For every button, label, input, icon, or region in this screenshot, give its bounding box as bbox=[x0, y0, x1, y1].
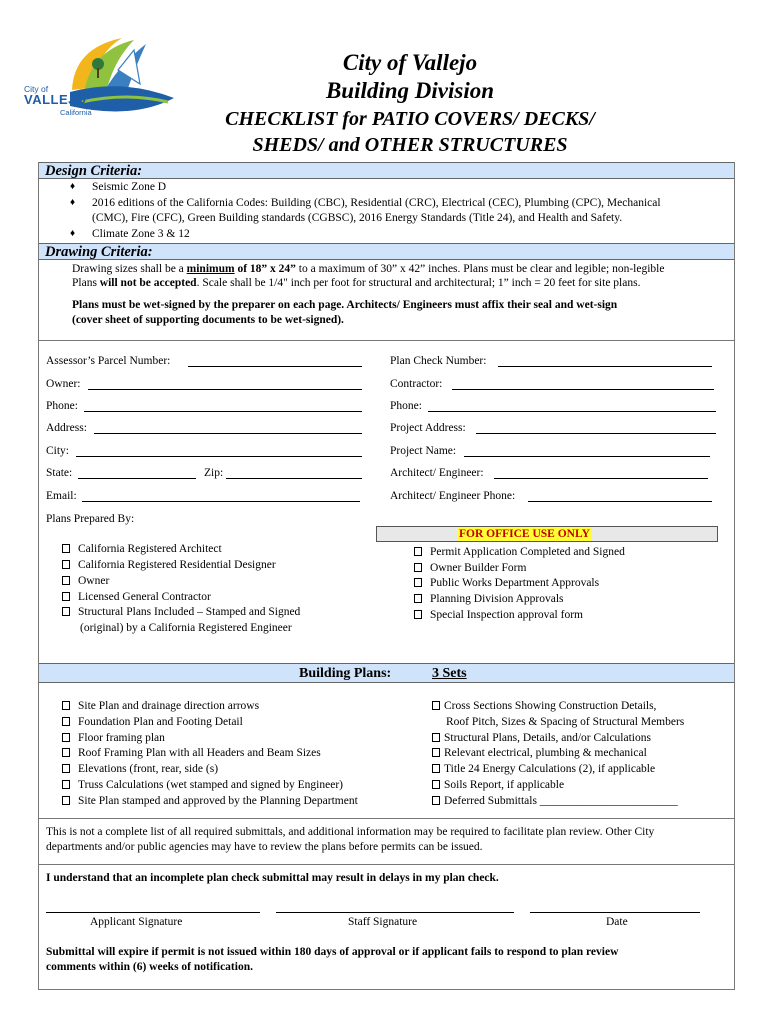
phone-input[interactable] bbox=[84, 411, 362, 412]
plans-item-label: Soils Report, if applicable bbox=[444, 779, 565, 791]
plans-item-label: Title 24 Energy Calculations (2), if applicable bbox=[444, 763, 656, 775]
checkbox[interactable] bbox=[62, 576, 70, 585]
checkbox[interactable] bbox=[62, 592, 70, 601]
plans-item[interactable] bbox=[62, 778, 343, 792]
drawing-emphasis: will not be accepted bbox=[99, 277, 197, 289]
prepared-option-label: Structural Plans Included – Stamped and Signed bbox=[78, 606, 301, 618]
office-item[interactable] bbox=[414, 608, 583, 622]
plans-item[interactable] bbox=[432, 731, 651, 745]
prepared-option[interactable] bbox=[62, 574, 109, 588]
plans-item[interactable] bbox=[62, 699, 259, 713]
office-use-heading: FOR OFFICE USE ONLY bbox=[459, 528, 590, 540]
checkbox[interactable] bbox=[414, 594, 422, 603]
section-divider bbox=[39, 340, 734, 341]
plans-item-cont: Roof Pitch, Sizes & Spacing of Structural Members bbox=[446, 716, 685, 728]
building-plans-sets: 3 Sets bbox=[432, 666, 467, 681]
design-criteria-heading: Design Criteria: bbox=[45, 163, 143, 179]
prepared-option[interactable] bbox=[62, 558, 276, 572]
field-label-project-address: Project Address: bbox=[390, 422, 466, 434]
office-item-label: Public Works Department Approvals bbox=[430, 577, 600, 589]
checkbox[interactable] bbox=[432, 748, 440, 757]
contractor-phone-input[interactable] bbox=[428, 411, 716, 412]
drawing-criteria-band bbox=[39, 243, 734, 260]
prepared-option-cont: (original) by a California Registered Engineer bbox=[80, 622, 292, 634]
checkbox[interactable] bbox=[62, 560, 70, 569]
header-division: Building Division bbox=[325, 78, 495, 103]
plans-item-label: Site Plan stamped and approved by the Planning Department bbox=[78, 795, 358, 807]
architect-phone-input[interactable] bbox=[528, 501, 712, 502]
checkbox[interactable] bbox=[414, 547, 422, 556]
office-item[interactable] bbox=[414, 545, 625, 559]
wet-sign-note: Plans must be wet-signed by the preparer on each page. Architects/ Engineers must affix their seal and wet-sign bbox=[72, 299, 618, 311]
plans-item[interactable] bbox=[432, 794, 678, 808]
logo-california: California bbox=[60, 108, 92, 117]
design-item: Climate Zone 3 & 12 bbox=[92, 228, 190, 240]
project-address-input[interactable] bbox=[476, 433, 716, 434]
understand-statement: I understand that an incomplete plan check submittal may result in delays in my plan check. bbox=[46, 872, 499, 884]
plans-item-label: Cross Sections Showing Construction Details, bbox=[444, 700, 657, 712]
plans-item[interactable] bbox=[62, 731, 165, 745]
notice-text: This is not a complete list of all required submittals, and additional information may be required to facilitate plan review. Other City bbox=[46, 826, 655, 838]
field-label-city: City: bbox=[46, 445, 70, 457]
state-input[interactable] bbox=[78, 478, 196, 479]
bullet-diamond: ♦ bbox=[70, 197, 76, 208]
checkbox[interactable] bbox=[432, 780, 440, 789]
field-label-zip: Zip: bbox=[204, 467, 224, 479]
city-logo bbox=[22, 30, 182, 122]
parcel-number-input[interactable] bbox=[188, 366, 362, 367]
drawing-criteria-heading: Drawing Criteria: bbox=[45, 244, 153, 260]
applicant-signature-line[interactable] bbox=[46, 912, 260, 913]
office-item-label: Planning Division Approvals bbox=[430, 593, 564, 605]
bullet-diamond: ♦ bbox=[70, 228, 76, 239]
design-item: 2016 editions of the California Codes: Building (CBC), Residential (CRC), Electrical (CEC), Plumbing (CPC), Mechanical bbox=[92, 197, 661, 209]
address-input[interactable] bbox=[94, 433, 362, 434]
checkbox[interactable] bbox=[414, 578, 422, 587]
office-item-label: Owner Builder Form bbox=[430, 562, 527, 574]
checkbox[interactable] bbox=[414, 610, 422, 619]
staff-signature-line[interactable] bbox=[276, 912, 514, 913]
field-label-owner: Owner: bbox=[46, 378, 81, 390]
plans-item[interactable] bbox=[432, 778, 564, 792]
drawing-text: to a maximum of 30” x 42” inches. Plans must be clear and legible; non-legible bbox=[295, 263, 665, 275]
plans-item-label: Floor framing plan bbox=[78, 732, 165, 744]
checkbox[interactable] bbox=[62, 733, 70, 742]
plans-item-label: Structural Plans, Details, and/or Calculations bbox=[444, 732, 651, 744]
contractor-input[interactable] bbox=[452, 389, 714, 390]
plans-item[interactable] bbox=[62, 762, 218, 776]
checkbox[interactable] bbox=[62, 764, 70, 773]
drawing-text: Plans bbox=[72, 277, 100, 289]
email-input[interactable] bbox=[82, 501, 360, 502]
office-use-box bbox=[376, 526, 718, 542]
plans-item-label: Relevant electrical, plumbing & mechanical bbox=[444, 747, 647, 759]
notice-text-cont: departments and/or public agencies may have to review the plans before permits can be issued. bbox=[46, 841, 483, 853]
field-label-architect-phone: Architect/ Engineer Phone: bbox=[390, 490, 516, 502]
project-name-input[interactable] bbox=[464, 456, 710, 457]
zip-input[interactable] bbox=[226, 478, 362, 479]
plans-item[interactable] bbox=[62, 794, 358, 808]
bullet-diamond: ♦ bbox=[70, 181, 76, 192]
header-city: City of Vallejo bbox=[342, 50, 478, 75]
header-checklist-title: CHECKLIST for PATIO COVERS/ DECKS/ bbox=[225, 108, 595, 130]
drawing-size: of 18” x 24” bbox=[234, 263, 296, 275]
prepared-option[interactable] bbox=[62, 590, 211, 604]
drawing-text: . Scale shall be 1/4" inch per foot for structural and architectural; 1” inch = 20 feet for site plans. bbox=[196, 277, 641, 289]
drawing-emphasis: minimum bbox=[186, 263, 235, 275]
plans-item[interactable] bbox=[432, 762, 655, 776]
prepared-option-label: California Registered Residential Designer bbox=[78, 559, 276, 571]
drawing-text: Drawing sizes shall be a bbox=[72, 263, 187, 275]
wet-sign-note-cont: (cover sheet of supporting documents to be wet-signed). bbox=[72, 314, 344, 326]
prepared-option-label: Licensed General Contractor bbox=[78, 591, 211, 603]
field-label-contractor-phone: Phone: bbox=[390, 400, 422, 412]
building-plans-band bbox=[39, 663, 734, 683]
prepared-by-heading: Plans Prepared By: bbox=[46, 513, 135, 525]
logo-graphic bbox=[22, 30, 182, 122]
expiration-notice-cont: comments within (6) weeks of notification. bbox=[46, 961, 253, 973]
checkbox[interactable] bbox=[62, 780, 70, 789]
field-label-parcel: Assessor’s Parcel Number: bbox=[46, 355, 171, 367]
plans-item-label: Roof Framing Plan with all Headers and Beam Sizes bbox=[78, 747, 321, 759]
checkbox[interactable] bbox=[432, 733, 440, 742]
checkbox[interactable] bbox=[62, 607, 70, 616]
city-input[interactable] bbox=[76, 456, 362, 457]
checkbox[interactable] bbox=[62, 701, 70, 710]
prepared-option[interactable] bbox=[62, 605, 300, 619]
field-label-phone: Phone: bbox=[46, 400, 78, 412]
staff-signature-label: Staff Signature bbox=[348, 916, 418, 928]
design-item-cont: (CMC), Fire (CFC), Green Building standards (CGBSC), 2016 Energy Standards (Title 24), and Health and Safety. bbox=[92, 212, 623, 224]
plans-item-label: Foundation Plan and Footing Detail bbox=[78, 716, 243, 728]
plans-item[interactable] bbox=[432, 699, 656, 713]
office-item[interactable] bbox=[414, 576, 599, 590]
plans-item[interactable] bbox=[432, 746, 647, 760]
office-item[interactable] bbox=[414, 561, 526, 575]
owner-input[interactable] bbox=[88, 389, 362, 390]
date-label: Date bbox=[606, 916, 628, 928]
checkbox[interactable] bbox=[62, 748, 70, 757]
plans-item[interactable] bbox=[62, 715, 243, 729]
checkbox[interactable] bbox=[432, 796, 440, 805]
applicant-signature-label: Applicant Signature bbox=[90, 916, 183, 928]
field-label-project-name: Project Name: bbox=[390, 445, 457, 457]
plan-check-input[interactable] bbox=[498, 366, 712, 367]
office-item-label: Special Inspection approval form bbox=[430, 609, 583, 621]
field-label-architect: Architect/ Engineer: bbox=[390, 467, 484, 479]
section-divider bbox=[39, 864, 734, 865]
field-label-state: State: bbox=[46, 467, 73, 479]
prepared-option-label: California Registered Architect bbox=[78, 543, 222, 555]
field-label-email: Email: bbox=[46, 490, 77, 502]
design-criteria-band bbox=[39, 162, 734, 179]
office-item[interactable] bbox=[414, 592, 564, 606]
architect-input[interactable] bbox=[494, 478, 708, 479]
date-line[interactable] bbox=[530, 912, 700, 913]
prepared-option[interactable] bbox=[62, 542, 222, 556]
plans-item-label: Deferred Submittals ________________________ bbox=[444, 795, 678, 807]
drawing-paragraph-2 bbox=[72, 276, 640, 291]
plans-item-label: Truss Calculations (wet stamped and signed by Engineer) bbox=[78, 779, 343, 791]
field-label-contractor: Contractor: bbox=[390, 378, 443, 390]
checkbox[interactable] bbox=[414, 563, 422, 572]
logo-vallejo: VALLEJO bbox=[24, 92, 87, 107]
design-item: Seismic Zone D bbox=[92, 181, 167, 193]
building-plans-heading: Building Plans: bbox=[299, 666, 392, 681]
logo-city-of: City of bbox=[24, 84, 49, 94]
field-label-address: Address: bbox=[46, 422, 87, 434]
prepared-option-label: Owner bbox=[78, 575, 110, 587]
checkbox[interactable] bbox=[62, 717, 70, 726]
plans-item-label: Site Plan and drainage direction arrows bbox=[78, 700, 260, 712]
office-item-label: Permit Application Completed and Signed bbox=[430, 546, 625, 558]
checkbox[interactable] bbox=[432, 764, 440, 773]
checkbox[interactable] bbox=[62, 544, 70, 553]
drawing-paragraph-1 bbox=[72, 262, 664, 277]
expiration-notice: Submittal will expire if permit is not issued within 180 days of approval or if applicant fails to respond to plan review bbox=[46, 946, 619, 958]
checkbox[interactable] bbox=[432, 701, 440, 710]
plans-item-label: Elevations (front, rear, side (s) bbox=[78, 763, 219, 775]
header-checklist-subtitle: SHEDS/ and OTHER STRUCTURES bbox=[252, 134, 568, 156]
plans-item[interactable] bbox=[62, 746, 321, 760]
field-label-plan-check: Plan Check Number: bbox=[390, 355, 487, 367]
checkbox[interactable] bbox=[62, 796, 70, 805]
section-divider bbox=[39, 818, 734, 819]
